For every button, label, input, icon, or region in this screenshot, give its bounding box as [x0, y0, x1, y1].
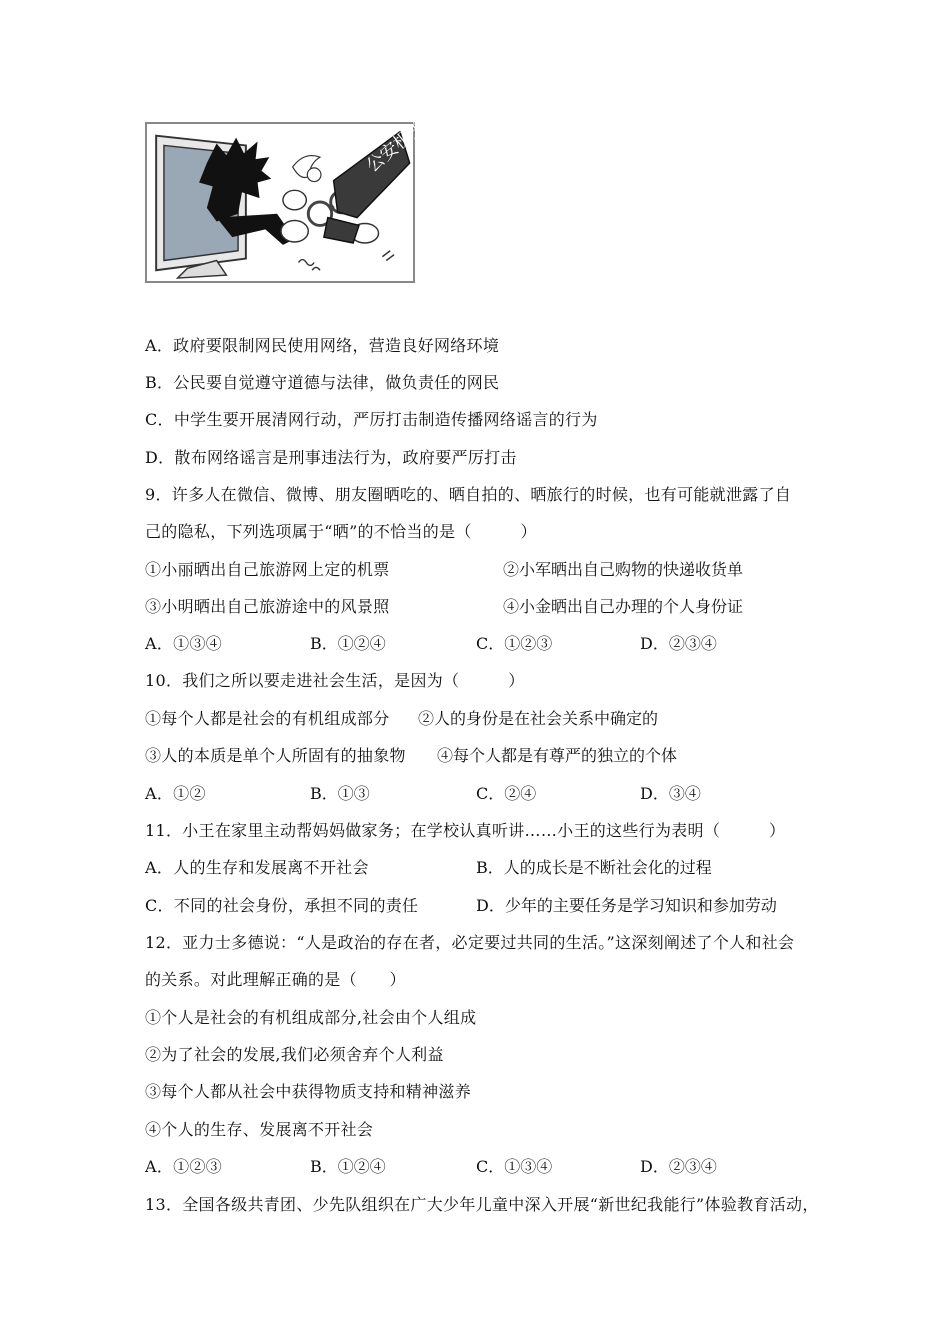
q9-choice-a: A．①③④ — [145, 634, 223, 653]
q9-stem-line1: 9．许多人在微信、微博、朋友圈晒吃的、晒自拍的、晒旅行的时候，也有可能就泄露了自 — [145, 485, 792, 504]
q11-choice-c: C．不同的社会身份，承担不同的责任 — [145, 896, 419, 915]
q12-choice-b: B．①②④ — [310, 1157, 386, 1176]
q9-item-1: ①小丽晒出自己旅游网上定的机票 — [145, 560, 390, 579]
q8-option-d: D．散布网络谣言是刑事违法行为，政府要严厉打击 — [145, 448, 517, 467]
q10-item-1: ①每个人都是社会的有机组成部分 — [145, 709, 390, 728]
q10-item-2: ②人的身份是在社会关系中确定的 — [418, 709, 659, 728]
q12-choice-d: D．②③④ — [640, 1157, 717, 1176]
q12-stem-line1: 12．亚力士多德说：“人是政治的存在者，必定要过共同的生活。”这深刻阐述了个人和社会 — [145, 933, 795, 952]
q11-stem: 11．小王在家里主动帮妈妈做家务；在学校认真听讲……小王的这些行为表明（ ） — [145, 821, 786, 840]
q8-option-c: C．中学生要开展清网行动，严厉打击制造传播网络谣言的行为 — [145, 410, 598, 429]
q9-item-3: ③小明晒出自己旅游途中的风景照 — [145, 597, 390, 616]
q9-choice-d: D．②③④ — [640, 634, 717, 653]
q10-choice-a: A．①② — [145, 784, 206, 803]
q9-item-2: ②小军晒出自己购物的快递收货单 — [503, 560, 744, 579]
q9-stem-line2: 己的隐私，下列选项属于“晒”的不恰当的是（ ） — [145, 522, 537, 541]
q12-choice-c: C．①③④ — [476, 1157, 553, 1176]
q12-stem-line2: 的关系。对此理解正确的是（ ） — [145, 970, 406, 989]
q10-choice-b: B．①③ — [310, 784, 370, 803]
q12-item-3: ③每个人都从社会中获得物质支持和精神滋养 — [145, 1082, 472, 1101]
q9-item-4: ④小金晒出自己办理的个人身份证 — [503, 597, 744, 616]
q12-item-2: ②为了社会的发展,我们必须舍弃个人利益 — [145, 1045, 444, 1064]
q10-choice-c: C．②④ — [476, 784, 537, 803]
q12-item-4: ④个人的生存、发展离不开社会 — [145, 1120, 374, 1139]
q12-item-1: ①个人是社会的有机组成部分,社会由个人组成 — [145, 1008, 477, 1027]
cartoon-label: 公安机关 — [362, 116, 430, 177]
q9-choice-b: B．①②④ — [310, 634, 386, 653]
q9-choice-c: C．①②③ — [476, 634, 553, 653]
q11-choice-d: D．少年的主要任务是学习知识和参加劳动 — [476, 896, 777, 915]
q10-item-3: ③人的本质是单个人所固有的抽象物 — [145, 746, 406, 765]
q10-stem: 10．我们之所以要走进社会生活，是因为（ ） — [145, 671, 525, 690]
q10-choice-d: D．③④ — [640, 784, 701, 803]
q11-choice-a: A．人的生存和发展离不开社会 — [145, 858, 369, 877]
cyber-police-arrest-cartoon — [145, 116, 430, 283]
q8-option-a: A．政府要限制网民使用网络，营造良好网络环境 — [145, 336, 500, 355]
q13-stem-line1: 13．全国各级共青团、少先队组织在广大少年儿童中深入开展“新世纪我能行”体验教育活动， — [145, 1195, 819, 1214]
q12-choice-a: A．①②③ — [145, 1157, 223, 1176]
q8-option-b: B．公民要自觉遵守道德与法律，做负责任的网民 — [145, 373, 500, 392]
q10-item-4: ④每个人都是有尊严的独立的个体 — [437, 746, 678, 765]
q11-choice-b: B．人的成长是不断社会化的过程 — [476, 858, 712, 877]
